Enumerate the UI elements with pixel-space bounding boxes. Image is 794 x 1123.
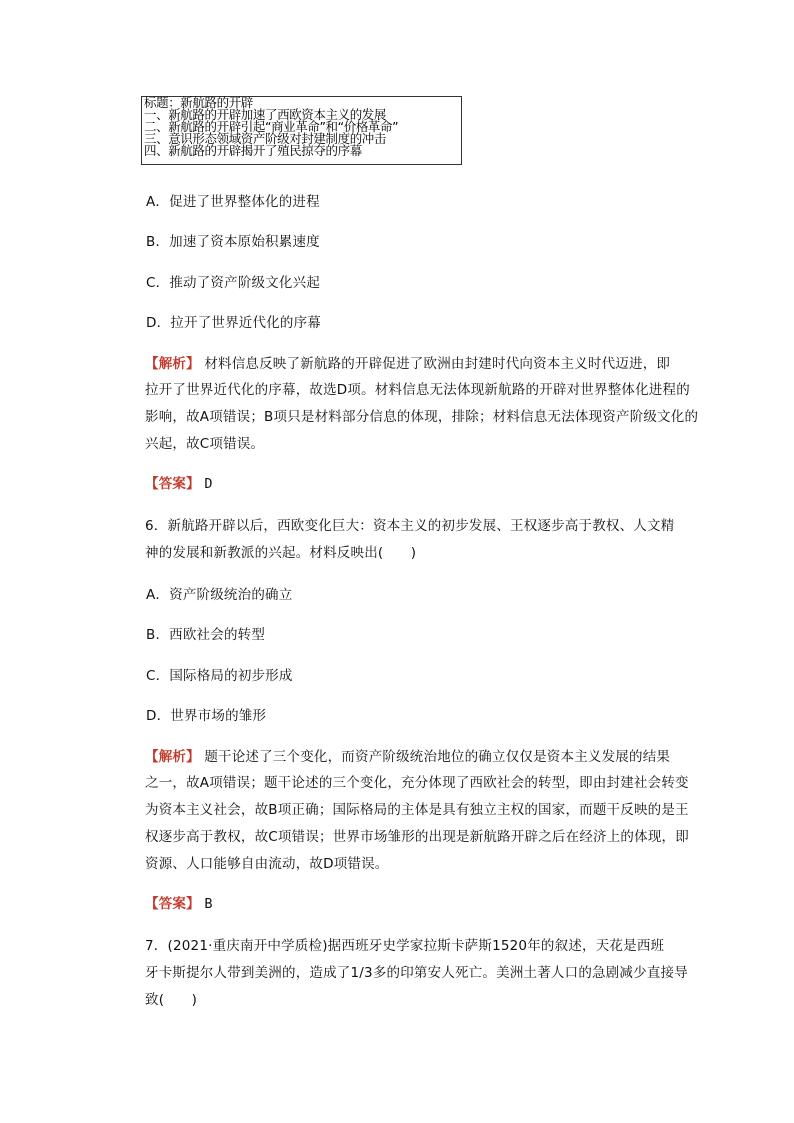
q5-analysis-line-1 <box>145 352 670 372</box>
q5-answer-tag: 【答案】 <box>145 476 200 492</box>
q7-stem-line-3: 致( ) <box>145 992 198 1008</box>
material-item-1: 一、新航路的开辟加速了西欧资本主义的发展 <box>144 107 387 122</box>
q5-analysis-text-1: 材料信息反映了新航路的开辟促进了欧洲由封建时代向资本主义时代迈进，即 <box>204 356 671 372</box>
q6-answer-value: B <box>204 896 213 912</box>
material-item-2: 二、新航路的开辟引起“商业革命”和“价格革命” <box>144 119 399 134</box>
q7-stem-line-1: 7．(2021·重庆南开中学质检)据西班牙史学家拉斯卡萨斯1520年的叙述，天花是西班 <box>145 938 665 954</box>
q5-answer-value: D <box>204 476 213 492</box>
q6-analysis-line-1 <box>145 745 670 765</box>
q7-stem-line-2: 牙卡斯提尔人带到美洲的，造成了1/3多的印第安人死亡。美洲土著人口的急剧减少直接导 <box>145 965 688 981</box>
material-item-3: 三、意识形态领域资产阶级对封建制度的冲击 <box>144 131 387 146</box>
material-item-4: 四、新航路的开辟揭开了殖民掠夺的序幕 <box>144 143 362 158</box>
q6-option-d: D．世界市场的雏形 <box>146 708 267 724</box>
q5-option-c: C．推动了资产阶级文化兴起 <box>146 275 321 291</box>
q5-option-d: D．拉开了世界近代化的序幕 <box>146 315 321 331</box>
q6-analysis-line-3: 为资本主义社会，故B项正确；国际格局的主体是具有独立主权的国家，而题干反映的是王 <box>145 802 689 818</box>
q6-analysis-line-5: 资源、人口能够自由流动，故D项错误。 <box>145 856 389 872</box>
q6-analysis-text-1: 题干论述了三个变化，而资产阶级统治地位的确立仅仅是资本主义发展的结果 <box>204 749 671 765</box>
q5-analysis-line-4: 兴起，故C项错误。 <box>145 436 265 452</box>
q6-option-c: C．国际格局的初步形成 <box>146 668 293 684</box>
q5-answer-line <box>145 472 213 492</box>
q5-analysis-line-2: 拉开了世界近代化的序幕，故选D项。材料信息无法体现新航路的开辟对世界整体化进程的 <box>145 382 690 398</box>
q5-option-b: B．加速了资本原始积累速度 <box>146 234 320 250</box>
q6-option-a: A．资产阶级统治的确立 <box>146 587 293 603</box>
q6-stem-line-2: 神的发展和新教派的兴起。材料反映出( ) <box>145 545 417 561</box>
q6-answer-line <box>145 892 213 912</box>
q5-option-a: A．促进了世界整体化的进程 <box>146 194 320 210</box>
q6-stem-line-1: 6．新航路开辟以后，西欧变化巨大：资本主义的初步发展、王权逐步高于教权、人文精 <box>145 518 675 534</box>
q5-analysis-line-3: 影响，故A项错误；B项只是材料部分信息的体现，排除；材料信息无法体现资产阶级文化的 <box>145 409 699 425</box>
q6-analysis-tag: 【解析】 <box>145 749 200 765</box>
q5-analysis-tag: 【解析】 <box>145 356 200 372</box>
q6-option-b: B．西欧社会的转型 <box>146 627 266 643</box>
q6-analysis-line-2: 之一，故A项错误；题干论述的三个变化，充分体现了西欧社会的转型，即由封建社会转变 <box>145 775 689 791</box>
q6-answer-tag: 【答案】 <box>145 896 200 912</box>
q6-analysis-line-4: 权逐步高于教权，故C项错误；世界市场雏形的出现是新航路开辟之后在经济上的体现，即 <box>145 829 689 845</box>
material-box <box>141 96 462 165</box>
material-title: 标题：新航路的开辟 <box>144 95 253 110</box>
